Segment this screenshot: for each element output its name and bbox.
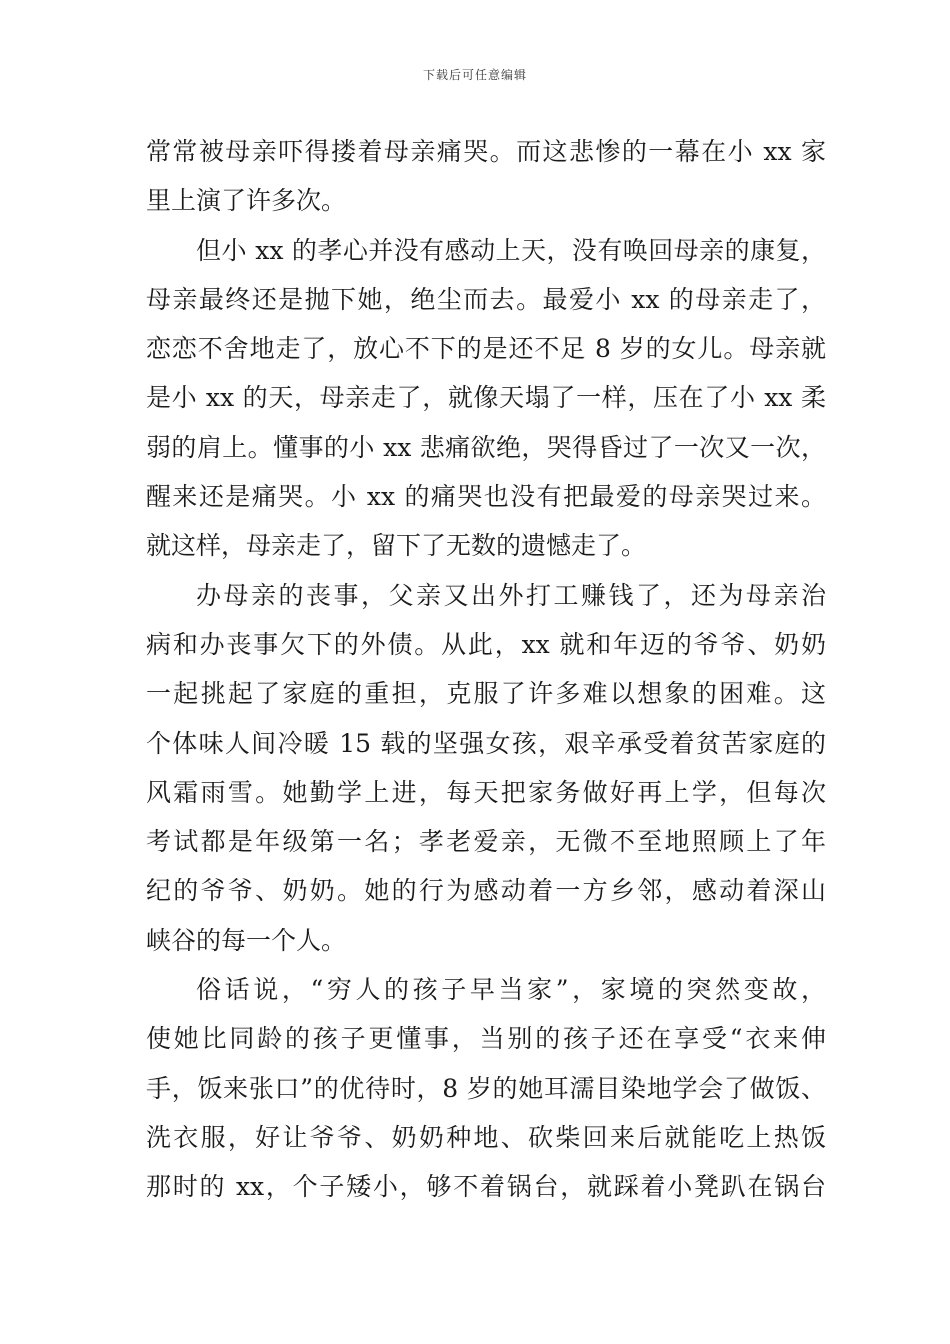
text-line: 弱的肩上。懂事的小 xx 悲痛欲绝，哭得昏过了一次又一次，: [146, 432, 826, 462]
text-line: 常常被母亲吓得搂着母亲痛哭。而这悲惨的一幕在小 xx 家: [146, 137, 826, 166]
text-line: 就这样，母亲走了，留下了无数的遗憾走了。: [146, 531, 647, 561]
text-line: 使她比同龄的孩子更懂事，当别的孩子还在享受“衣来伸: [146, 1024, 826, 1054]
text-line: 峡谷的每一个人。: [146, 925, 347, 955]
page-header: 下载后可任意编辑: [422, 68, 527, 82]
text-line: 里上演了许多次。: [146, 186, 347, 216]
text-line: 洗衣服，好让爷爷、奶奶种地、砍柴回来后就能吃上热饭: [146, 1122, 826, 1152]
text-line: 个体味人间冷暖 15 载的坚强女孩，艰辛承受着贫苦家庭的: [146, 728, 826, 758]
text-line: 是小 xx 的天，母亲走了，就像天塌了一样，压在了小 xx 柔: [146, 383, 826, 413]
text-line: 恋恋不舍地走了，放心不下的是还不足 8 岁的女儿。母亲就: [146, 334, 826, 364]
text-line: 母亲最终还是抛下她，绝尘而去。最爱小 xx 的母亲走了，: [146, 284, 826, 314]
text-line: 办母亲的丧事，父亲又出外打工赚钱了，还为母亲治: [196, 580, 826, 610]
text-line: 纪的爷爷、奶奶。她的行为感动着一方乡邻，感动着深山: [146, 876, 826, 906]
text-line: 俗话说，“穷人的孩子早当家”，家境的突然变故，: [196, 975, 826, 1005]
text-line: 一起挑起了家庭的重担，克服了许多难以想象的困难。这: [146, 679, 826, 709]
text-line: 病和办丧事欠下的外债。从此，xx 就和年迈的爷爷、奶奶: [146, 629, 826, 659]
text-line: 手，饭来张口”的优待时，8 岁的她耳濡目染地学会了做饭、: [146, 1073, 826, 1103]
text-line: 醒来还是痛哭。小 xx 的痛哭也没有把最爱的母亲哭过来。: [146, 482, 826, 512]
document-body: [146, 127, 826, 1212]
text-line: 考试都是年级第一名；孝老爱亲，无微不至地照顾上了年: [146, 827, 826, 857]
text-line: 那时的 xx，个子矮小，够不着锅台，就踩着小凳趴在锅台: [146, 1172, 826, 1202]
text-line: 风霜雨雪。她勤学上进，每天把家务做好再上学，但每次: [146, 777, 826, 807]
text-line: 但小 xx 的孝心并没有感动上天，没有唤回母亲的康复，: [196, 235, 826, 265]
